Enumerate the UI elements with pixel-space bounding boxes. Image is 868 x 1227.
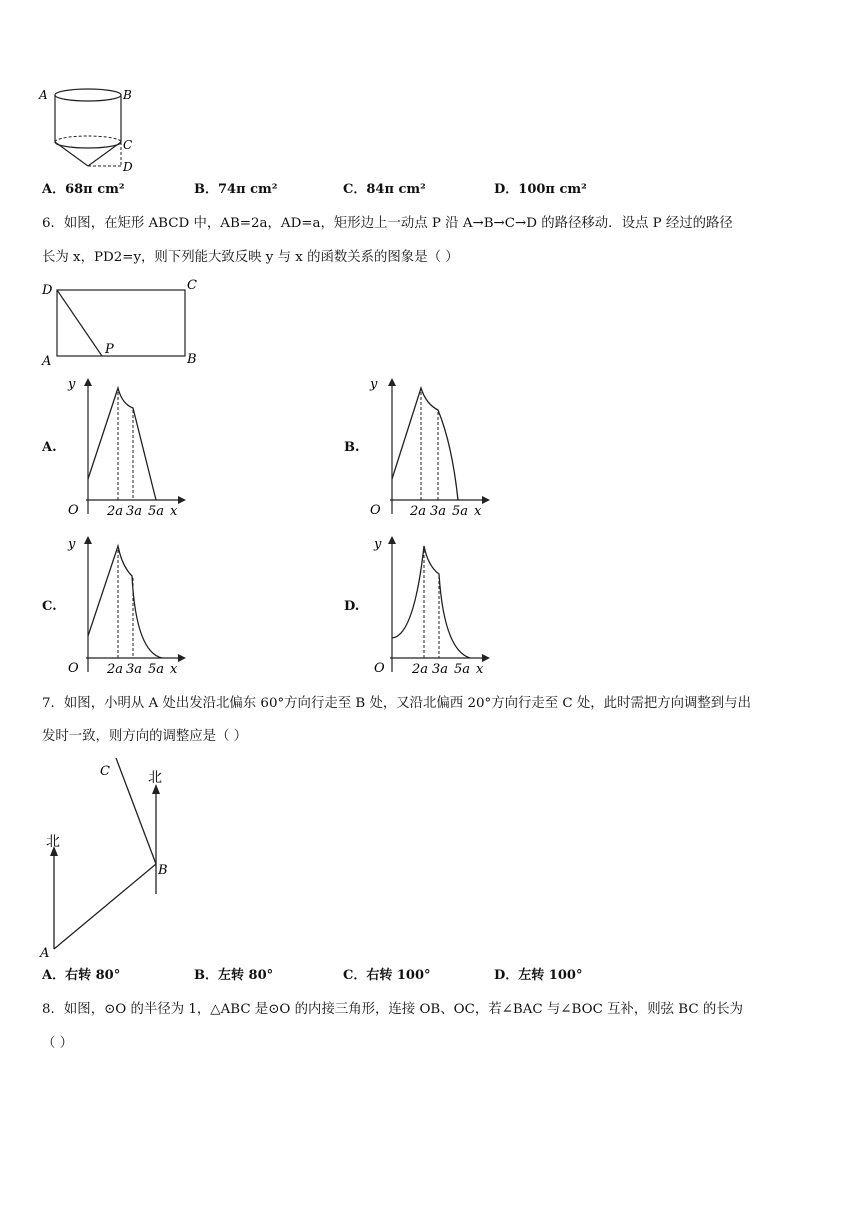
- q6-graph-c-y-label: y: [68, 537, 76, 552]
- q6-graph-a-x-label: x: [170, 504, 178, 519]
- q6-graph-d-tick-2a: 2a: [412, 662, 429, 677]
- q6-graph-b: [366, 374, 496, 522]
- q7-option-c-text: 右转 100°: [366, 968, 431, 983]
- q6-option-c-letter: C.: [42, 599, 57, 614]
- q6-graph-a: [62, 374, 192, 522]
- q6-graph-c-tick-2a: 2a: [107, 662, 124, 677]
- q5-option-c-letter: C．: [343, 182, 367, 197]
- q6-rect-label-b: B: [187, 352, 197, 367]
- q6-rect-label-c: C: [187, 278, 197, 293]
- q5-option-b-text: 74π cm²: [218, 182, 278, 197]
- q6-graph-b-x-label: x: [474, 504, 482, 519]
- q5-option-a-text: 68π cm²: [65, 182, 125, 197]
- q7-label-b: B: [158, 863, 168, 878]
- q5-option-d: [494, 180, 587, 200]
- q6-graph-b-tick-3a: 3a: [430, 504, 447, 519]
- q6-rectangle-figure: [36, 274, 206, 369]
- q5-option-b: [194, 180, 278, 200]
- q6-graph-d-y-label: y: [374, 537, 382, 552]
- q6-graph-c-tick-5a: 5a: [148, 662, 165, 677]
- q7-north-label-a: 北: [46, 834, 60, 850]
- q7-label-a: A: [40, 946, 50, 961]
- q7-option-c-letter: C．: [343, 968, 367, 983]
- q5-label-c: C: [123, 138, 133, 152]
- q6-graph-c: [62, 532, 192, 680]
- q6-graph-a-tick-3a: 3a: [126, 504, 143, 519]
- q6-graph-b-tick-5a: 5a: [452, 504, 469, 519]
- q7-option-b-text: 左转 80°: [218, 968, 274, 983]
- q7-option-b: [194, 966, 273, 986]
- q6-graph-b-origin-label: O: [370, 503, 381, 518]
- q6-graph-b-y-label: y: [370, 377, 378, 392]
- q6-graph-a-y-label: y: [68, 377, 76, 392]
- q6-stem-line1: 6．如图，在矩形 ABCD 中，AB=2a，AD=a，矩形边上一动点 P 沿 A→B→C→D 的路径移动．设点 P 经过的路径: [42, 216, 733, 231]
- q7-option-a: [42, 966, 120, 986]
- q5-option-c: [343, 180, 426, 200]
- q6-option-b-letter: B.: [344, 440, 360, 455]
- q6-graph-d-x-label: x: [476, 662, 484, 677]
- q6-graph-c-origin-label: O: [68, 661, 79, 676]
- q8-stem-line2: （ ）: [42, 1036, 74, 1051]
- q6-rect-label-a: A: [42, 354, 52, 369]
- q6-rect-label-d: D: [42, 283, 53, 298]
- q7-option-b-letter: B．: [194, 968, 218, 983]
- q7-option-d: [494, 966, 582, 986]
- q8-stem-line1: 8．如图，⊙O 的半径为 1，△ABC 是⊙O 的内接三角形，连接 OB、OC，若∠BAC 与∠BOC 互补，则弦 BC 的长为: [42, 1002, 744, 1017]
- q5-option-b-letter: B．: [194, 182, 218, 197]
- q7-stem-line2: 发时一致，则方向的调整应是（ ）: [42, 729, 248, 744]
- q6-graph-a-tick-5a: 5a: [148, 504, 165, 519]
- q6-graph-d-origin-label: O: [374, 661, 385, 676]
- q5-label-a: A: [39, 88, 48, 102]
- q7-label-c: C: [100, 764, 110, 779]
- q6-graph-c-x-label: x: [170, 662, 178, 677]
- q6-graph-d: [366, 532, 496, 680]
- q5-option-a: [42, 180, 125, 200]
- q5-option-d-text: 100π cm²: [518, 182, 587, 197]
- q6-option-a-letter: A.: [42, 440, 57, 455]
- q7-option-d-letter: D．: [494, 968, 519, 983]
- q7-direction-figure: [36, 756, 186, 961]
- q7-option-d-text: 左转 100°: [518, 968, 583, 983]
- q5-label-b: B: [123, 88, 132, 102]
- q7-option-a-letter: A．: [42, 968, 66, 983]
- q6-graph-b-tick-2a: 2a: [410, 504, 427, 519]
- q6-option-d-letter: D.: [344, 599, 360, 614]
- q7-option-a-text: 右转 80°: [65, 968, 121, 983]
- q6-graph-d-tick-5a: 5a: [454, 662, 471, 677]
- q5-cylinder-cone-figure: [36, 80, 146, 175]
- q7-stem-line1: 7．如图，小明从 A 处出发沿北偏东 60°方向行走至 B 处，又沿北偏西 20°方向行走至 C 处，此时需把方向调整到与出: [42, 696, 751, 711]
- q6-graph-d-tick-3a: 3a: [432, 662, 449, 677]
- q6-rect-label-p: P: [105, 342, 114, 357]
- q6-stem-line2: 长为 x，PD2=y，则下列能大致反映 y 与 x 的函数关系的图象是（ ）: [42, 250, 459, 265]
- q7-north-label-b: 北: [148, 770, 162, 786]
- q5-label-d: D: [123, 160, 133, 174]
- q6-graph-a-origin-label: O: [68, 503, 79, 518]
- q7-option-c: [343, 966, 431, 986]
- q5-option-d-letter: D．: [494, 182, 519, 197]
- q5-option-a-letter: A．: [42, 182, 66, 197]
- q6-graph-c-tick-3a: 3a: [126, 662, 143, 677]
- q6-graph-a-tick-2a: 2a: [107, 504, 124, 519]
- q5-option-c-text: 84π cm²: [366, 182, 426, 197]
